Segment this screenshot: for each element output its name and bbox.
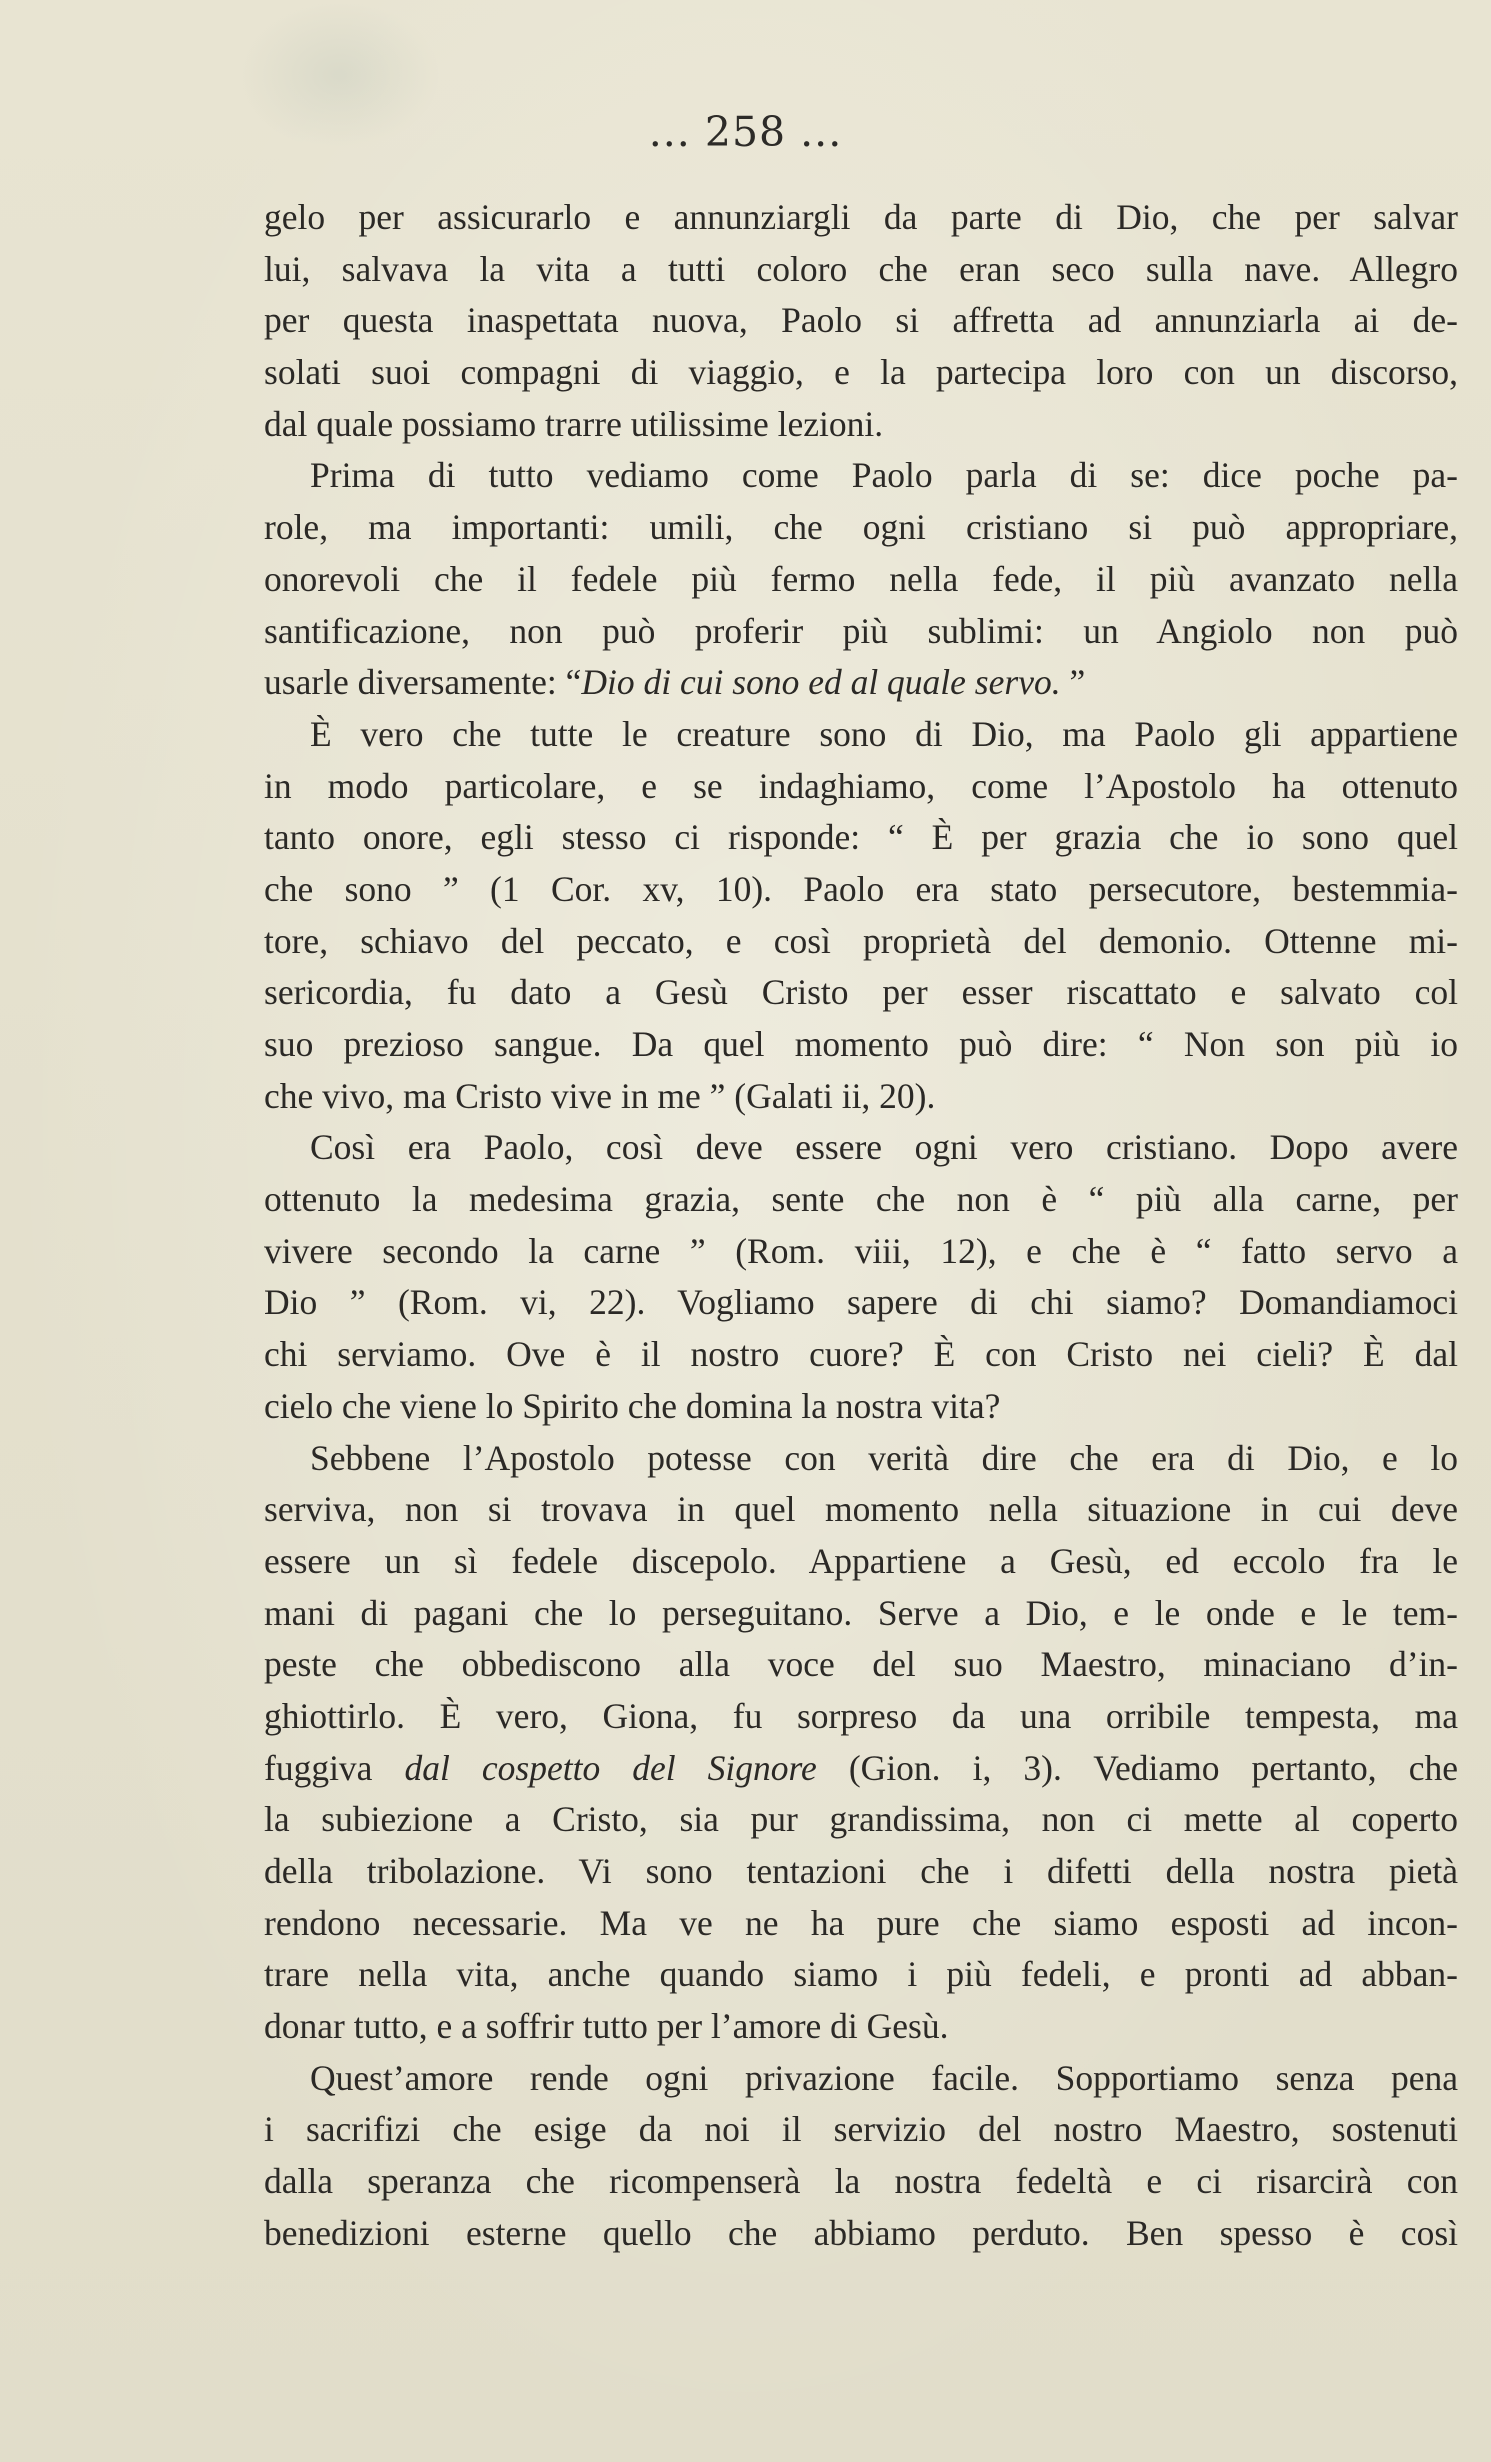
- body-text: [264, 192, 1458, 2260]
- text-line: per questa inaspettata nuova, Paolo si affretta ad annunziarla ai de-: [264, 300, 1458, 341]
- text-line: benedizioni esterne quello che abbiamo perduto. Ben spesso è così: [264, 2212, 1458, 2253]
- text-line: Dio ” (Rom. vi, 22). Vogliamo sapere di chi siamo? Domandiamoci: [264, 1282, 1458, 1323]
- text-line: gelo per assicurarlo e annunziargli da parte di Dio, che per salvar: [264, 197, 1458, 237]
- paragraph-start-line: Quest’amore rende ogni privazione facile. Sopportiamo senza pena: [310, 2057, 1458, 2098]
- text-line: serviva, non si trovava in quel momento nella situazione in cui deve: [264, 1489, 1458, 1530]
- text-segment: fuggiva: [264, 1747, 405, 1788]
- text-line: ottenuto la medesima grazia, sente che non è “ più alla carne, per: [264, 1179, 1458, 1220]
- text-line: della tribolazione. Vi sono tentazioni che i difetti della nostra pietà: [264, 1851, 1458, 1891]
- text-line: dal quale possiamo trarre utilissime lezioni.: [264, 403, 884, 444]
- text-line: essere un sì fedele discepolo. Appartiene a Gesù, ed eccolo fra le: [264, 1540, 1458, 1581]
- text-line: peste che obbediscono alla voce del suo Maestro, minaciano d’in-: [264, 1644, 1458, 1685]
- text-line: suo prezioso sangue. Da quel momento può dire: “ Non son più io: [264, 1024, 1458, 1064]
- paragraph-start-line: Così era Paolo, così deve essere ogni vero cristiano. Dopo avere: [310, 1127, 1458, 1168]
- text-line-mixed: [264, 1743, 1458, 1795]
- italic-phrase: dal cospetto del Signore: [404, 1747, 817, 1788]
- text-line: che sono ” (1 Cor. xv, 10). Paolo era stato persecutore, bestemmia-: [264, 868, 1458, 909]
- text-line: tanto onore, egli stesso ci risponde: “ È per grazia che io sono quel: [264, 817, 1458, 858]
- text-line: rendono necessarie. Ma ve ne ha pure che siamo esposti ad incon-: [264, 1902, 1458, 1943]
- text-line: che vivo, ma Cristo vive in me ” (Galati ii, 20).: [264, 1075, 936, 1116]
- text-line: tore, schiavo del peccato, e così proprietà del demonio. Ottenne mi-: [264, 920, 1458, 961]
- text-line: solati suoi compagni di viaggio, e la partecipa loro con un discorso,: [264, 352, 1458, 393]
- text-line: lui, salvava la vita a tutti coloro che eran seco sulla nave. Allegro: [264, 248, 1458, 289]
- text-line: trare nella vita, anche quando siamo i più fedeli, e pronti ad abban-: [264, 1954, 1458, 1995]
- paragraph-start-line: È vero che tutte le creature sono di Dio, ma Paolo gli appartiene: [310, 713, 1458, 754]
- text-line: onorevoli che il fedele più fermo nella fede, il più avanzato nella: [264, 558, 1458, 599]
- text-line: la subiezione a Cristo, sia pur grandissima, non ci mette al coperto: [264, 1799, 1458, 1840]
- text-line: mani di pagani che lo perseguitano. Serve a Dio, e le onde e le tem-: [264, 1592, 1458, 1633]
- text-line: in modo particolare, e se indaghiamo, come l’Apostolo ha ottenuto: [264, 765, 1458, 806]
- text-line: vivere secondo la carne ” (Rom. viii, 12), e che è “ fatto servo a: [264, 1230, 1458, 1271]
- text-line: i sacrifizi che esige da noi il servizio del nostro Maestro, sostenuti: [264, 2109, 1458, 2150]
- italic-quote: Dio di cui sono ed al quale servo.: [581, 662, 1061, 703]
- text-line: chi serviamo. Ove è il nostro cuore? È con Cristo nei cieli? È dal: [264, 1334, 1458, 1375]
- text-line: santificazione, non può proferir più sublimi: un Angiolo non può: [264, 610, 1458, 651]
- text-line: cielo che viene lo Spirito che domina la nostra vita?: [264, 1385, 1001, 1426]
- text-segment: (Gion. i, 3). Vediamo pertanto, che: [816, 1747, 1458, 1788]
- page-number-header: ... 258 ...: [648, 108, 843, 156]
- text-line: donar tutto, e a soffrir tutto per l’amore di Gesù.: [264, 2006, 949, 2047]
- text-line: dalla speranza che ricompenserà la nostra fedeltà e ci risarcirà con: [264, 2161, 1458, 2202]
- text-segment: usarle diversamente: “: [264, 662, 582, 703]
- paragraph-start-line: Sebbene l’Apostolo potesse con verità dire che era di Dio, e lo: [310, 1437, 1458, 1478]
- text-line-mixed: [264, 657, 1458, 709]
- text-line: role, ma importanti: umili, che ogni cristiano si può appropriare,: [264, 507, 1458, 548]
- text-segment: ”: [1060, 662, 1086, 703]
- paragraph-start-line: Prima di tutto vediamo come Paolo parla di se: dice poche pa-: [310, 455, 1458, 496]
- text-line: ghiottirlo. È vero, Giona, fu sorpreso da una orribile tempesta, ma: [264, 1695, 1458, 1736]
- text-line: sericordia, fu dato a Gesù Cristo per esser riscattato e salvato col: [264, 972, 1458, 1013]
